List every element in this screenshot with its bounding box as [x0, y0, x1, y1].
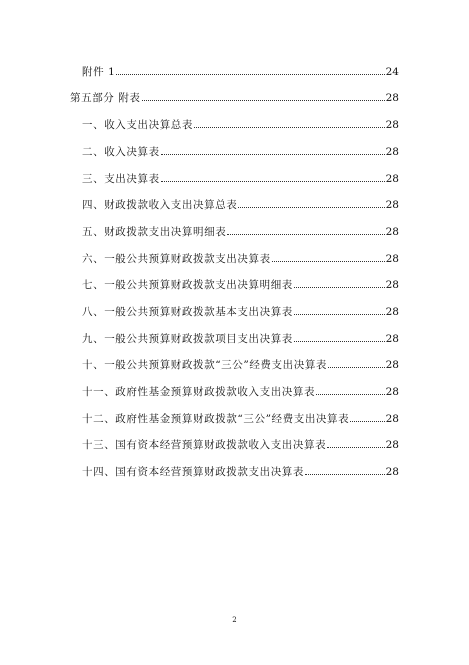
toc-dot-leader — [305, 473, 385, 475]
toc-entry-page: 28 — [385, 279, 399, 291]
toc-entry-label: 十、一般公共预算财政拨款“三公”经费支出决算表 — [82, 359, 328, 371]
toc-entry-label: 第五部分 附表 — [70, 92, 141, 104]
toc-dot-leader — [227, 233, 384, 235]
toc-entry-table-14[interactable] — [82, 465, 399, 479]
toc-entry-page: 28 — [385, 119, 399, 131]
toc-dot-leader — [294, 313, 385, 315]
toc-entry-page: 28 — [385, 439, 399, 451]
toc-entry-table-3[interactable] — [82, 172, 399, 186]
toc-entry-table-4[interactable] — [82, 198, 399, 212]
toc-entry-part-five[interactable] — [70, 91, 399, 105]
toc-entry-page: 28 — [385, 466, 399, 478]
toc-entry-page: 28 — [385, 333, 399, 345]
toc-entry-label: 七、一般公共预算财政拨款支出决算明细表 — [82, 279, 293, 291]
toc-dot-leader — [327, 446, 384, 448]
toc-entry-page: 24 — [385, 66, 399, 78]
toc-entry-table-13[interactable] — [82, 438, 399, 452]
toc-entry-page: 28 — [385, 92, 399, 104]
toc-dot-leader — [161, 153, 385, 155]
toc-entry-label: 九、一般公共预算财政拨款项目支出决算表 — [82, 333, 293, 345]
toc-entry-label: 三、支出决算表 — [82, 173, 160, 185]
toc-entry-table-11[interactable] — [82, 385, 399, 399]
toc-dot-leader — [142, 99, 385, 101]
toc-entry-table-6[interactable] — [82, 252, 399, 266]
toc-entry-page: 28 — [385, 253, 399, 265]
toc-entry-page: 28 — [385, 226, 399, 238]
toc-entry-table-8[interactable] — [82, 305, 399, 319]
toc-entry-table-10[interactable] — [82, 358, 399, 372]
toc-entry-page: 28 — [385, 413, 399, 425]
toc-entry-label: 五、财政拨款支出决算明细表 — [82, 226, 227, 238]
toc-entry-page: 28 — [385, 386, 399, 398]
toc-entry-label: 一、收入支出决算总表 — [82, 119, 193, 131]
toc-dot-leader — [238, 206, 384, 208]
toc-entry-page: 28 — [385, 306, 399, 318]
toc-dot-leader — [272, 260, 385, 262]
toc-dot-leader — [350, 420, 384, 422]
toc-entry-table-12[interactable] — [82, 412, 399, 426]
toc-entry-label: 十三、国有资本经营预算财政拨款收入支出决算表 — [82, 439, 327, 451]
toc-entry-label: 二、收入决算表 — [82, 146, 160, 158]
toc-dot-leader — [194, 126, 385, 128]
toc-entry-page: 28 — [385, 146, 399, 158]
toc-entry-table-7[interactable] — [82, 278, 399, 292]
toc-entry-label: 十一、政府性基金预算财政拨款收入支出决算表 — [82, 386, 316, 398]
toc-dot-leader — [316, 393, 385, 395]
toc-dot-leader — [161, 180, 385, 182]
toc-entry-table-2[interactable] — [82, 145, 399, 159]
toc-dot-leader — [328, 366, 385, 368]
toc-entry-appendix-1[interactable] — [82, 65, 399, 79]
toc-entry-label: 十四、国有资本经营预算财政拨款支出决算表 — [82, 466, 304, 478]
toc-entry-table-9[interactable] — [82, 332, 399, 346]
toc-entry-label: 六、一般公共预算财政拨款支出决算表 — [82, 253, 271, 265]
toc-dot-leader — [116, 73, 384, 75]
toc-dot-leader — [294, 340, 385, 342]
toc-entry-page: 28 — [385, 359, 399, 371]
toc-entry-label: 附件 1 — [82, 66, 116, 78]
toc-entry-label: 八、一般公共预算财政拨款基本支出决算表 — [82, 306, 293, 318]
toc-entry-page: 28 — [385, 199, 399, 211]
toc-entry-label: 四、财政拨款收入支出决算总表 — [82, 199, 238, 211]
toc-entry-table-1[interactable] — [82, 118, 399, 132]
toc-entry-table-5[interactable] — [82, 225, 399, 239]
page-number-footer: 2 — [232, 616, 237, 624]
toc-dot-leader — [294, 286, 385, 288]
toc-entry-page: 28 — [385, 173, 399, 185]
toc-entry-label: 十二、政府性基金预算财政拨款“三公”经费支出决算表 — [82, 413, 350, 425]
